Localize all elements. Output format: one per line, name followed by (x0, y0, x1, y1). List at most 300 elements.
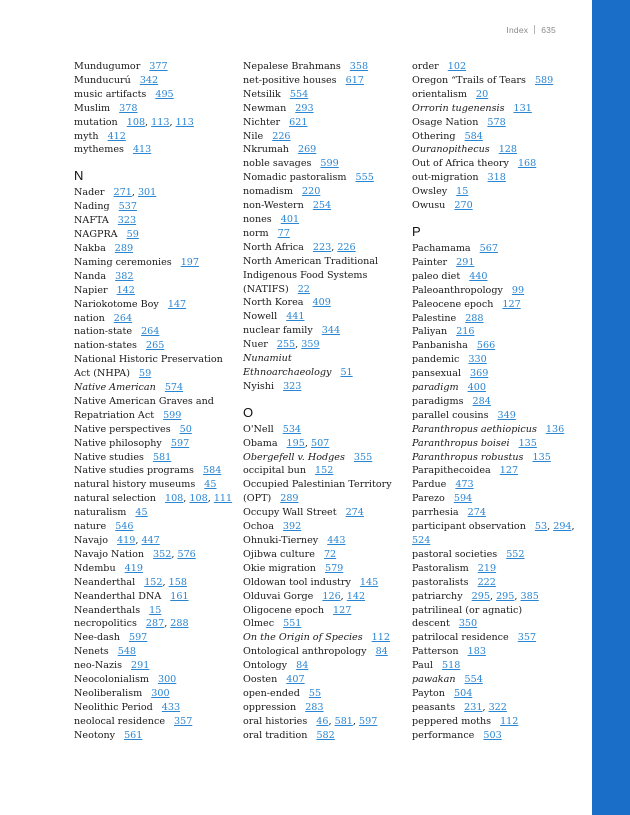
page-link[interactable]: 108 (164, 493, 184, 505)
index-entry (74, 130, 234, 144)
page-references (465, 313, 483, 324)
page-link[interactable]: 584 (202, 465, 222, 477)
page-references (476, 89, 488, 100)
page-link[interactable]: 216 (456, 326, 475, 338)
page-link[interactable]: 413 (132, 144, 152, 156)
index-entry (74, 492, 234, 506)
index-entry (412, 645, 584, 659)
page-link[interactable]: 270 (454, 200, 473, 212)
page-link[interactable]: 504 (453, 687, 473, 699)
page-link[interactable]: 59 (138, 368, 152, 380)
index-term: Olduvai Gorge (243, 590, 314, 602)
page-link[interactable]: 53 (534, 521, 548, 533)
index-entry (412, 478, 584, 492)
page-link[interactable]: 108 (189, 493, 208, 505)
page-link[interactable]: 72 (323, 548, 337, 560)
index-term: Nanda (74, 270, 107, 282)
page-references (295, 103, 313, 114)
index-entry (74, 701, 234, 715)
page-references: 195, 507 (286, 437, 330, 449)
index-term: Paleoanthropology (412, 284, 503, 296)
page-link[interactable]: 264 (113, 312, 133, 324)
page-link[interactable]: 594 (453, 493, 473, 505)
page-references (532, 452, 550, 463)
page-link[interactable]: 295 (471, 590, 490, 602)
page-link[interactable]: 226 (272, 130, 291, 142)
index-entry (243, 437, 403, 451)
page-link[interactable]: 576 (177, 548, 196, 560)
page-link[interactable]: 352 (153, 548, 172, 560)
page-references (454, 688, 472, 699)
page-link[interactable]: 574 (164, 382, 184, 394)
index-term: Muslim (74, 102, 111, 114)
index-entry (74, 631, 234, 645)
page-link[interactable]: 127 (502, 298, 521, 310)
index-entry (412, 715, 584, 729)
page-link[interactable]: 22 (297, 283, 310, 295)
page-link[interactable]: 145 (359, 576, 379, 588)
index-entry (74, 395, 234, 423)
index-entry (74, 423, 234, 437)
page-link[interactable]: 447 (141, 535, 160, 546)
section-letter-p: P (412, 223, 421, 239)
page-link[interactable]: 350 (458, 618, 478, 630)
index-entry (243, 60, 403, 74)
index-term: necropolitics (74, 618, 137, 630)
page-link[interactable]: 254 (312, 200, 332, 212)
index-entry (74, 88, 234, 102)
index-entry (243, 562, 403, 576)
page-link[interactable]: 323 (117, 215, 137, 227)
page-references (129, 632, 147, 643)
page-link[interactable]: 300 (157, 674, 177, 686)
page-link[interactable]: 287 (145, 618, 165, 630)
index-term: net-positive houses (243, 74, 337, 86)
page-link[interactable]: 183 (467, 646, 486, 658)
index-term: Newman (243, 102, 287, 114)
page-references (305, 702, 323, 713)
index-term: Nuer (243, 339, 268, 351)
page-link[interactable]: 55 (308, 687, 322, 699)
page-references (456, 186, 468, 197)
page-link[interactable]: 195 (286, 437, 305, 449)
page-link[interactable]: 283 (305, 701, 324, 713)
index-entry (412, 423, 584, 437)
page-references (118, 215, 136, 226)
index-entry (243, 338, 403, 352)
page-link[interactable]: 301 (137, 187, 157, 199)
index-entry (243, 324, 403, 338)
index-entry (412, 520, 584, 548)
page-link[interactable]: 264 (141, 326, 160, 338)
page-references (309, 688, 321, 699)
page-link[interactable]: 99 (511, 284, 525, 296)
page-link[interactable]: 113 (175, 116, 194, 128)
page-link[interactable]: 59 (126, 229, 139, 241)
page-link[interactable]: 537 (118, 201, 137, 213)
page-link[interactable]: 112 (371, 632, 390, 644)
index-term: nuclear family (243, 325, 313, 337)
page-link[interactable]: 441 (286, 311, 305, 323)
page-references (315, 465, 333, 476)
index-entry (243, 423, 403, 437)
page-link[interactable]: 289 (280, 493, 299, 505)
index-term: Parezo (412, 493, 445, 505)
page-link[interactable]: 77 (277, 227, 290, 239)
page-link[interactable]: 552 (506, 548, 525, 560)
page-references: 152, 158 (144, 576, 187, 588)
page-link[interactable]: 342 (139, 74, 159, 86)
page-link[interactable]: 274 (467, 507, 486, 519)
index-term: parrhesia (412, 507, 459, 519)
page-references (181, 257, 199, 268)
page-link[interactable]: 582 (316, 729, 335, 741)
page-link[interactable]: 621 (289, 116, 308, 128)
page-references: 255, 359 (276, 339, 320, 351)
page-references: 46, 581, 597 (316, 715, 378, 727)
index-entry (412, 199, 584, 213)
index-term: Oldowan tool industry (243, 576, 351, 588)
page-link[interactable]: 161 (170, 590, 189, 602)
page-link[interactable]: 579 (324, 562, 344, 574)
page-link[interactable]: 291 (131, 660, 150, 672)
index-term: Paranthropus aethiopicus (412, 423, 537, 435)
running-header (506, 25, 556, 35)
page-references (283, 381, 301, 392)
index-term: Obergefell v. Hodges (243, 451, 345, 463)
page-references (456, 257, 474, 268)
page-link[interactable]: 548 (117, 646, 137, 658)
index-entry (74, 729, 234, 743)
page-link[interactable]: 599 (163, 409, 182, 421)
index-entry (74, 687, 234, 701)
page-link[interactable]: 385 (520, 590, 539, 602)
index-term: Paliyan (412, 326, 448, 338)
page-link[interactable]: 46 (316, 715, 329, 727)
page-link[interactable]: 128 (498, 144, 518, 156)
page-link[interactable]: 168 (517, 158, 537, 170)
page-link[interactable]: 135 (532, 451, 551, 463)
page-link[interactable]: 503 (483, 729, 502, 741)
page-references: 108, 108, 111 (164, 493, 233, 505)
page-link[interactable]: 288 (465, 312, 484, 324)
page-link[interactable]: 401 (280, 213, 300, 225)
header-divider (534, 25, 535, 34)
page-link[interactable]: 412 (107, 130, 126, 142)
page-link[interactable]: 555 (355, 172, 374, 184)
page-link[interactable]: 392 (282, 521, 302, 533)
index-term: participant observation (412, 521, 526, 533)
index-term: Nyishi (243, 380, 275, 392)
page-link[interactable]: 584 (464, 130, 483, 142)
index-entry (412, 604, 584, 632)
page-link[interactable]: 271 (113, 187, 132, 199)
page-link[interactable]: 597 (359, 715, 378, 727)
page-link[interactable]: 443 (327, 535, 346, 546)
index-entry (412, 270, 584, 284)
index-entry (412, 673, 584, 687)
index-entry (412, 242, 584, 256)
page-link[interactable]: 112 (500, 715, 519, 727)
page-link[interactable]: 50 (179, 423, 192, 435)
page-link[interactable]: 440 (469, 270, 488, 282)
page-link[interactable]: 358 (349, 61, 369, 72)
index-entry (412, 312, 584, 326)
page-references (483, 730, 501, 741)
index-term: pastoral societies (412, 548, 498, 560)
page-link[interactable]: 433 (161, 701, 181, 713)
page-link[interactable]: 142 (116, 284, 135, 296)
index-term: Occupy Wall Street (243, 507, 337, 519)
index-entry (412, 143, 584, 157)
index-term: order (412, 61, 439, 72)
page-link[interactable]: 369 (470, 368, 489, 380)
page-references (119, 201, 137, 212)
page-link[interactable]: 344 (321, 325, 341, 337)
index-entry (412, 60, 584, 74)
page-link[interactable]: 322 (488, 701, 507, 713)
page-link[interactable]: 289 (114, 242, 134, 254)
index-term: Oosten (243, 674, 278, 686)
page-link[interactable]: 265 (145, 340, 165, 352)
page-link[interactable]: 323 (283, 380, 302, 392)
page-link[interactable]: 400 (467, 382, 486, 394)
index-entry (243, 451, 403, 465)
index-term: NAFTA (74, 215, 109, 227)
page-link[interactable]: 597 (170, 437, 190, 449)
page-link[interactable]: 357 (174, 715, 193, 727)
index-entry (243, 380, 403, 394)
page-references (518, 632, 536, 643)
page-link[interactable]: 51 (340, 366, 353, 378)
page-link[interactable]: 534 (282, 423, 302, 435)
page-references (354, 452, 372, 463)
page-link[interactable]: 226 (337, 241, 356, 253)
page-link[interactable]: 152 (315, 465, 334, 477)
page-link[interactable]: 318 (487, 172, 506, 184)
index-entry (412, 548, 584, 562)
index-entry (412, 325, 584, 339)
page-link[interactable]: 45 (204, 479, 217, 491)
page-link[interactable]: 554 (289, 88, 309, 100)
page-link[interactable]: 291 (456, 256, 475, 268)
page-link[interactable]: 15 (149, 604, 162, 616)
page-link[interactable]: 142 (346, 590, 366, 602)
index-term: paradigm (412, 382, 459, 394)
page-link[interactable]: 473 (455, 479, 474, 491)
index-entry (243, 687, 403, 701)
index-term: Ojibwa culture (243, 548, 315, 560)
page-link[interactable]: 359 (301, 339, 320, 351)
page-link[interactable]: 288 (170, 618, 189, 630)
index-term: North American Traditional Indigenous Food Systems (NATIFS) (243, 255, 379, 295)
page-link[interactable]: 45 (135, 507, 148, 519)
page-link[interactable]: 599 (320, 158, 339, 170)
page-link[interactable]: 578 (487, 116, 506, 128)
index-entry (412, 506, 584, 520)
index-entry (412, 437, 584, 451)
page-link[interactable]: 255 (276, 339, 296, 351)
page-link[interactable]: 581 (152, 451, 172, 463)
page-link[interactable]: 589 (534, 74, 554, 86)
page-link[interactable]: 293 (295, 102, 314, 114)
page-link[interactable]: 220 (302, 186, 321, 198)
page-link[interactable]: 84 (296, 660, 309, 672)
index-entry (412, 298, 584, 312)
index-entry (243, 631, 403, 645)
page-link[interactable]: 419 (124, 562, 143, 574)
index-term: North Africa (243, 241, 304, 253)
page-link[interactable]: 419 (117, 535, 136, 546)
index-entry (412, 88, 584, 102)
page-references (125, 563, 143, 574)
page-link[interactable]: 231 (464, 701, 483, 713)
page-link[interactable]: 222 (477, 576, 496, 588)
page-link[interactable]: 407 (286, 674, 305, 686)
index-term: Owusu (412, 200, 446, 212)
index-term: National Historic Preservation Act (NHPA) (74, 354, 223, 380)
page-link[interactable]: 355 (353, 451, 373, 463)
page-link[interactable]: 197 (180, 256, 199, 268)
page-references (115, 521, 133, 532)
page-link[interactable]: 294 (553, 521, 572, 533)
page-references (149, 605, 161, 616)
page-link[interactable]: 84 (375, 646, 388, 658)
index-entry (412, 409, 584, 423)
page-references (320, 158, 338, 169)
index-entry (74, 242, 234, 256)
page-references (372, 632, 390, 643)
index-entry (243, 241, 403, 255)
page-link[interactable]: 108 (126, 116, 146, 128)
page-link[interactable]: 561 (124, 729, 143, 741)
index-entry (74, 214, 234, 228)
index-term: mutation (74, 116, 118, 128)
index-term: paradigms (412, 395, 464, 407)
page-link[interactable]: 567 (479, 242, 498, 254)
index-entry (243, 478, 403, 506)
page-link[interactable]: 126 (322, 590, 341, 602)
index-term: nature (74, 521, 107, 533)
page-link[interactable]: 495 (155, 88, 174, 100)
blue-edge-bar (592, 0, 630, 815)
page-link[interactable]: 597 (128, 632, 148, 644)
index-entry (243, 701, 403, 715)
page-link[interactable]: 295 (496, 590, 515, 602)
index-entry (243, 102, 403, 116)
page-link[interactable]: 135 (518, 437, 537, 449)
index-term: Neocolonialism (74, 674, 149, 686)
page-link[interactable]: 524 (412, 535, 431, 546)
page-references (280, 493, 298, 504)
index-entry (74, 256, 234, 270)
index-entry (243, 506, 403, 520)
page-link[interactable]: 284 (472, 395, 491, 407)
index-entry (412, 157, 584, 171)
page-link[interactable]: 152 (144, 576, 163, 588)
page-references (376, 646, 388, 657)
index-term: oppression (243, 701, 297, 713)
page-link[interactable]: 113 (151, 116, 170, 128)
page-link[interactable]: 330 (468, 354, 487, 366)
index-entry (74, 200, 234, 214)
page-link[interactable]: 507 (310, 437, 330, 449)
index-term: noble savages (243, 158, 312, 170)
page-link[interactable]: 551 (283, 618, 302, 630)
page-link[interactable]: 378 (119, 102, 138, 114)
index-entry (412, 381, 584, 395)
index-entry (74, 562, 234, 576)
page-link[interactable]: 274 (345, 507, 364, 519)
index-entry (412, 116, 584, 130)
page-references (468, 382, 486, 393)
page-link[interactable]: 581 (334, 715, 353, 727)
index-entry (243, 520, 403, 534)
page-references (117, 285, 135, 296)
index-entry (412, 464, 584, 478)
index-entry (74, 451, 234, 465)
page-references (162, 702, 180, 713)
page-link[interactable]: 382 (115, 270, 134, 282)
page-link[interactable]: 127 (499, 465, 519, 477)
index-entry (243, 130, 403, 144)
page-link[interactable]: 518 (442, 660, 461, 672)
index-term: Occupied Palestinian Territory (OPT) (243, 479, 392, 505)
page-link[interactable]: 223 (312, 241, 332, 253)
index-term: non-Western (243, 200, 304, 212)
page-references (302, 186, 320, 197)
index-term: patrilocal residence (412, 632, 509, 644)
page-link[interactable]: 111 (213, 493, 233, 505)
page-link[interactable]: 147 (167, 298, 187, 310)
index-term: Nomadic pastoralism (243, 172, 347, 184)
index-entry (243, 590, 403, 604)
page-link[interactable]: 349 (497, 409, 516, 421)
page-link[interactable]: 300 (151, 687, 170, 699)
page-references (313, 297, 331, 308)
page-references (465, 674, 483, 685)
index-entry (412, 102, 584, 116)
page-link[interactable]: 269 (297, 144, 317, 156)
page-references (168, 299, 186, 310)
page-link[interactable]: 102 (447, 61, 467, 72)
index-term: natural history museums (74, 479, 196, 491)
page-link[interactable]: 136 (545, 423, 565, 435)
page-link[interactable]: 131 (513, 102, 532, 114)
page-link[interactable]: 566 (476, 340, 496, 352)
index-term: Pastoralism (412, 562, 469, 574)
page-link[interactable]: 20 (476, 88, 489, 100)
page-link[interactable]: 15 (456, 186, 469, 198)
page-link[interactable]: 617 (345, 74, 364, 86)
page-link[interactable]: 158 (168, 576, 187, 588)
page-link[interactable]: 219 (477, 562, 497, 574)
page-link[interactable]: 409 (312, 297, 331, 309)
page-references (283, 424, 301, 435)
index-term: Osage Nation (412, 116, 479, 128)
page-link[interactable]: 554 (464, 674, 483, 686)
page-link[interactable]: 546 (115, 521, 134, 533)
page-link[interactable]: 357 (517, 632, 537, 644)
index-entry (412, 171, 584, 185)
index-term: Payton (412, 687, 445, 699)
page-link[interactable]: 377 (149, 61, 168, 72)
index-term: Paul (412, 660, 433, 672)
page-references: 295, 295, 385 (471, 590, 539, 602)
page-link[interactable]: 127 (333, 604, 352, 616)
index-term: nation-state (74, 326, 133, 338)
index-entry (74, 325, 234, 339)
